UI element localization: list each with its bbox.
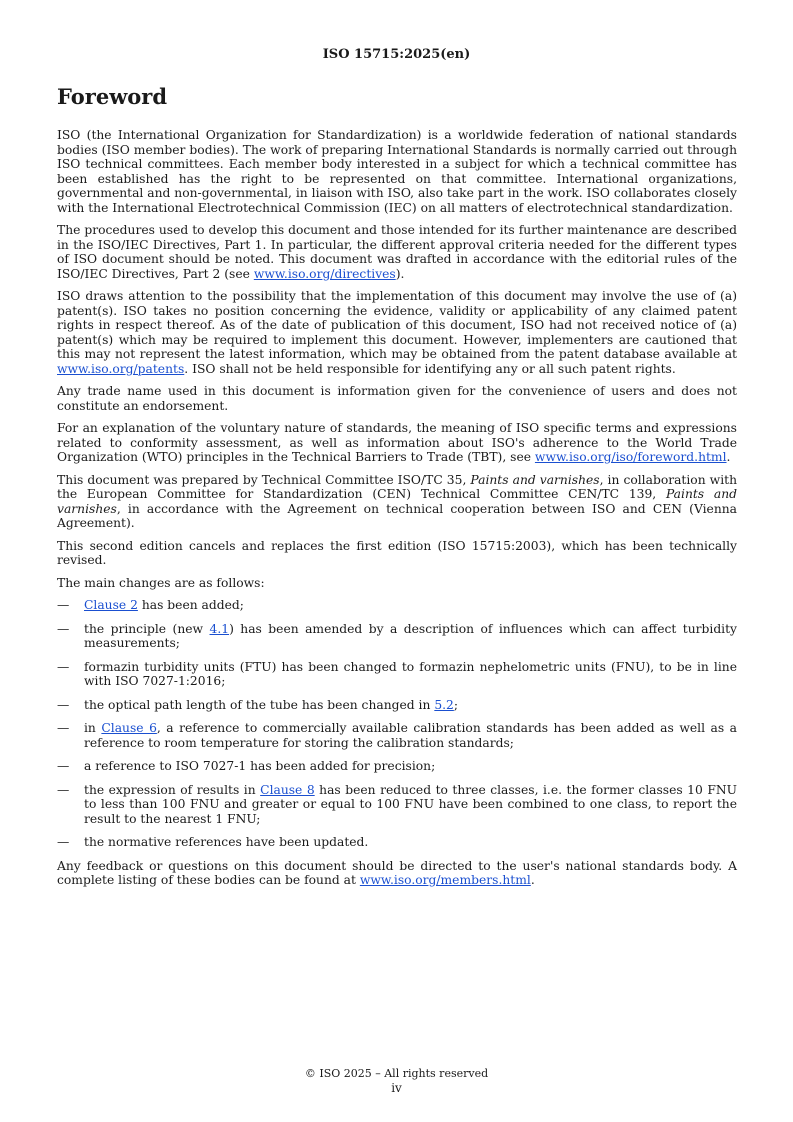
paragraph-patents [57, 289, 737, 376]
patents-link[interactable]: www.iso.org/patents [57, 361, 185, 376]
paragraph-text: ISO draws attention to the possibility that the implementation of this document may involve the use of (a) patent(s). ISO takes no position concerning the evidence, validity or applicability of any claimed patent rights in respect thereof. As of the date of publication of this document, ISO had not received notice of (a) patent(s) which may be required to implement this document. However, implementers are cautioned that this may not represent the latest information, which may be obtained from the patent database available at [57, 289, 737, 361]
changes-list [57, 598, 737, 850]
paragraph-committee [57, 473, 737, 531]
paragraph-text-end: . [530, 873, 535, 887]
paragraph-text: Any feedback or questions on this document should be directed to the user's national standards body. A complete listing of these bodies can be found at [57, 858, 737, 887]
paragraph-edition: This second edition cancels and replaces the first edition (ISO 15715:2003), which has been technically revised. [57, 538, 737, 567]
paragraph-trade-name: Any trade name used in this document is information given for the convenience of users and does not constitute an endorsement. [57, 384, 737, 413]
page-title: Foreword [57, 84, 168, 109]
paragraph-procedures [57, 223, 737, 281]
members-link[interactable]: www.iso.org/members.html [359, 873, 531, 887]
foreword-body [57, 128, 737, 896]
list-item-text: the expression of results in [84, 782, 261, 797]
list-item [57, 660, 737, 689]
foreword-link[interactable]: www.iso.org/iso/foreword.html [534, 450, 727, 464]
cen-committee-title: Paints and varnishes [57, 487, 737, 516]
list-item [57, 721, 737, 750]
list-item-text: has been reduced to three classes, i.e. the former classes 10 FNU to less than 100 FNU and greater or equal to 100 FNU have been combined to one class, to report the result to the nearest 1 FNU; [84, 782, 737, 826]
directives-link[interactable]: www.iso.org/directives [253, 266, 396, 281]
paragraph-main-changes: The main changes are as follows: [57, 575, 265, 590]
copyright-notice: © ISO 2025 – All rights reserved [304, 1067, 489, 1080]
dash-marker: — [57, 835, 70, 849]
paragraph-iso-intro: ISO (the International Organization for Standardization) is a worldwide federation of national standards bodies (ISO member bodies). The work of preparing International Standards is normally carried out through ISO technical committees. Each member body interested in a subject for which a technical committee has been established has the right to be represented on that committee. International organizations, governmental and non-governmental, in liaison with ISO, also take part in the work. ISO collaborates closely with the International Electrotechnical Commission (IEC) on all matters of electrotechnical standardization. [57, 128, 737, 215]
clause-8-link[interactable]: Clause 8 [260, 782, 315, 797]
section-4-1-link[interactable]: 4.1 [209, 621, 230, 636]
dash-marker: — [57, 659, 70, 674]
paragraph-text: For an explanation of the voluntary nature of standards, the meaning of ISO specific terms and expressions related to conformity assessment, as well as information about ISO's adherence to the World Trade Organization (WTO) principles in the Technical Barriers to Trade (TBT), see [57, 421, 737, 464]
document-id-header: ISO 15715:2025(en) [322, 47, 471, 62]
list-item-text: in [84, 721, 102, 735]
clause-6-link[interactable]: Clause 6 [101, 721, 157, 735]
paragraph-text: The procedures used to develop this document and those intended for its further maintenance are described in the ISO/IEC Directives, Part 1. In particular, the different approval criteria needed for the different types of ISO document should be noted. This document was drafted in accordance with the editorial rules of the ISO/IEC Directives, Part 2 (see [57, 223, 737, 281]
dash-marker: — [57, 721, 70, 735]
paragraph-text-end: ). [395, 266, 405, 281]
committee-title: Paints and varnishes [470, 472, 600, 487]
list-item [57, 622, 737, 651]
list-item-text: , a reference to commercially available calibration standards has been added as well as a reference to room temperature for storing the calibration standards; [84, 721, 737, 750]
list-item [57, 835, 737, 850]
list-item-text: formazin turbidity units (FTU) has been changed to formazin nephelometric units (FNU), to be in line with ISO 7027-1:2016; [84, 659, 737, 688]
list-item-text: the optical path length of the tube has been changed in [84, 697, 435, 712]
list-item [57, 598, 737, 613]
paragraph-text: This document was prepared by Technical Committee ISO/TC 35, [57, 472, 471, 487]
list-item-text: has been added; [137, 598, 244, 612]
page-footer [0, 1066, 793, 1096]
paragraph-text-end: . ISO shall not be held responsible for identifying any or all such patent rights. [184, 361, 676, 376]
paragraph-text: , in collaboration with the European Committee for Standardization (CEN) Technical Committee CEN/TC 139, [57, 472, 737, 501]
dash-marker: — [57, 621, 70, 636]
list-item-text: the principle (new [84, 621, 210, 636]
list-item [57, 698, 737, 713]
dash-marker: — [57, 598, 70, 612]
list-item [57, 783, 737, 827]
paragraph-feedback [57, 859, 737, 888]
list-item-text: ; [453, 697, 459, 712]
dash-marker: — [57, 782, 70, 797]
dash-marker: — [57, 759, 70, 773]
paragraph-voluntary-nature [57, 421, 737, 465]
paragraph-text-end: , in accordance with the Agreement on technical cooperation between ISO and CEN (Vienna Agreement). [57, 501, 737, 530]
list-item-text: the normative references have been updated. [84, 835, 369, 849]
clause-2-link[interactable]: Clause 2 [84, 598, 138, 612]
dash-marker: — [57, 697, 70, 712]
list-item-text: ) has been amended by a description of influences which can affect turbidity measurements; [84, 621, 738, 650]
paragraph-text-end: . [726, 450, 731, 464]
list-item [57, 759, 737, 774]
page-number: iv [391, 1081, 402, 1095]
list-item-text: a reference to ISO 7027-1 has been added for precision; [84, 759, 436, 773]
section-5-2-link[interactable]: 5.2 [434, 697, 454, 712]
